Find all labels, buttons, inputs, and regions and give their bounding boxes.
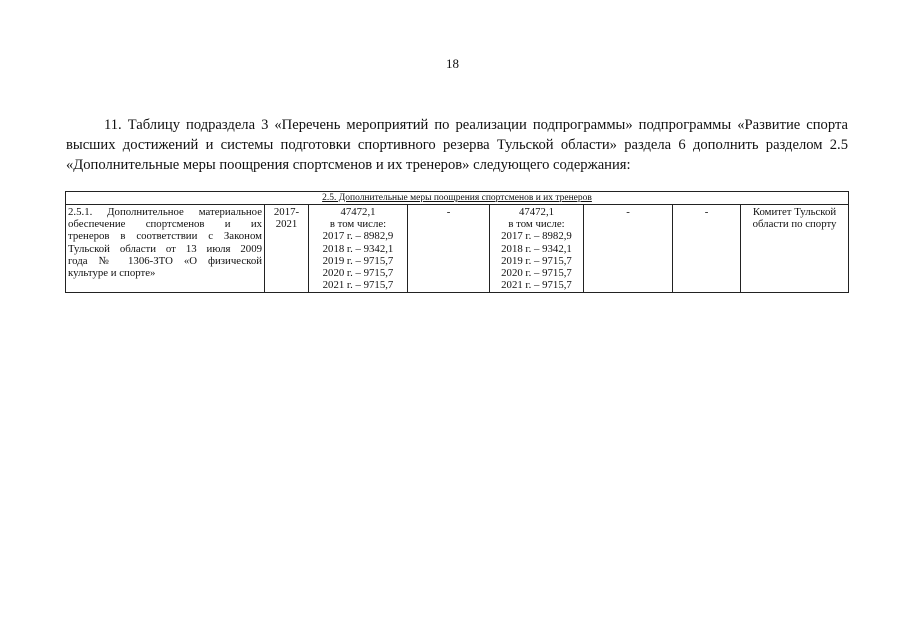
description-line: 2.5.1. Дополнительное материальное — [68, 206, 262, 218]
regional-including: в том числе: — [508, 218, 565, 231]
description-line: культуре и спорте» — [68, 267, 156, 280]
regional-total: 47472,1 — [518, 206, 555, 218]
regional-year: 2021 г. – 9715,7 — [501, 279, 572, 292]
page-number: 18 — [446, 56, 459, 71]
funding-including: в том числе: — [329, 218, 387, 231]
extrabudgetary-value: - — [704, 206, 709, 218]
local-budget-value: - — [626, 206, 630, 218]
section-title: 2.5. Дополнительные меры поощрения спортсменов и их тренеров — [66, 192, 849, 205]
description-line: тренеров в соответствии с Законом — [68, 230, 262, 243]
period-cell — [265, 205, 309, 293]
extrabudgetary-cell — [673, 205, 741, 293]
description-line: обеспечение спортсменов и их — [68, 218, 262, 231]
executor-cell: Комитет Тульской области по спорту — [741, 205, 849, 293]
table-row — [66, 205, 849, 293]
funding-year: 2020 г. – 9715,7 — [322, 267, 394, 280]
total-funding-cell — [309, 205, 408, 293]
regional-year: 2019 г. – 9715,7 — [501, 254, 572, 267]
measures-table — [65, 191, 849, 293]
regional-year: 2017 г. – 8982,9 — [501, 230, 572, 243]
period-end: 2021 — [275, 218, 298, 231]
regional-budget-cell — [490, 205, 584, 293]
description-line: Тульской области от 13 июля 2009 — [68, 242, 262, 255]
section-header-row — [66, 192, 849, 205]
federal-budget-value: - — [446, 206, 451, 218]
funding-total: 47472,1 — [340, 206, 376, 218]
funding-year: 2018 г. – 9342,1 — [322, 242, 394, 255]
regional-year: 2018 г. – 9342,1 — [501, 242, 572, 255]
regional-year: 2020 г. – 9715,7 — [501, 267, 572, 280]
description-line: года № 1306-ЗТО «О физической — [68, 254, 262, 267]
period-start: 2017- — [273, 206, 300, 218]
amendment-text: 11. Таблицу подраздела 3 «Перечень мероприятий по реализации подпрограммы» подпрограммы «Развитие спорта высших достижений и системы подготовки спортивного резерва Тульской области» раздела 6 дополнить разделом 2.5 «Дополнительные меры поощрения спортсменов и их тренеров» следующего содержания: — [66, 117, 848, 173]
funding-year: 2021 г. – 9715,7 — [322, 279, 394, 292]
federal-budget-cell — [408, 205, 490, 293]
local-budget-cell — [584, 205, 673, 293]
amendment-paragraph — [66, 115, 848, 175]
funding-year: 2019 г. – 9715,7 — [322, 254, 394, 267]
funding-year: 2017 г. – 8982,9 — [322, 230, 394, 243]
measure-description — [66, 205, 265, 293]
